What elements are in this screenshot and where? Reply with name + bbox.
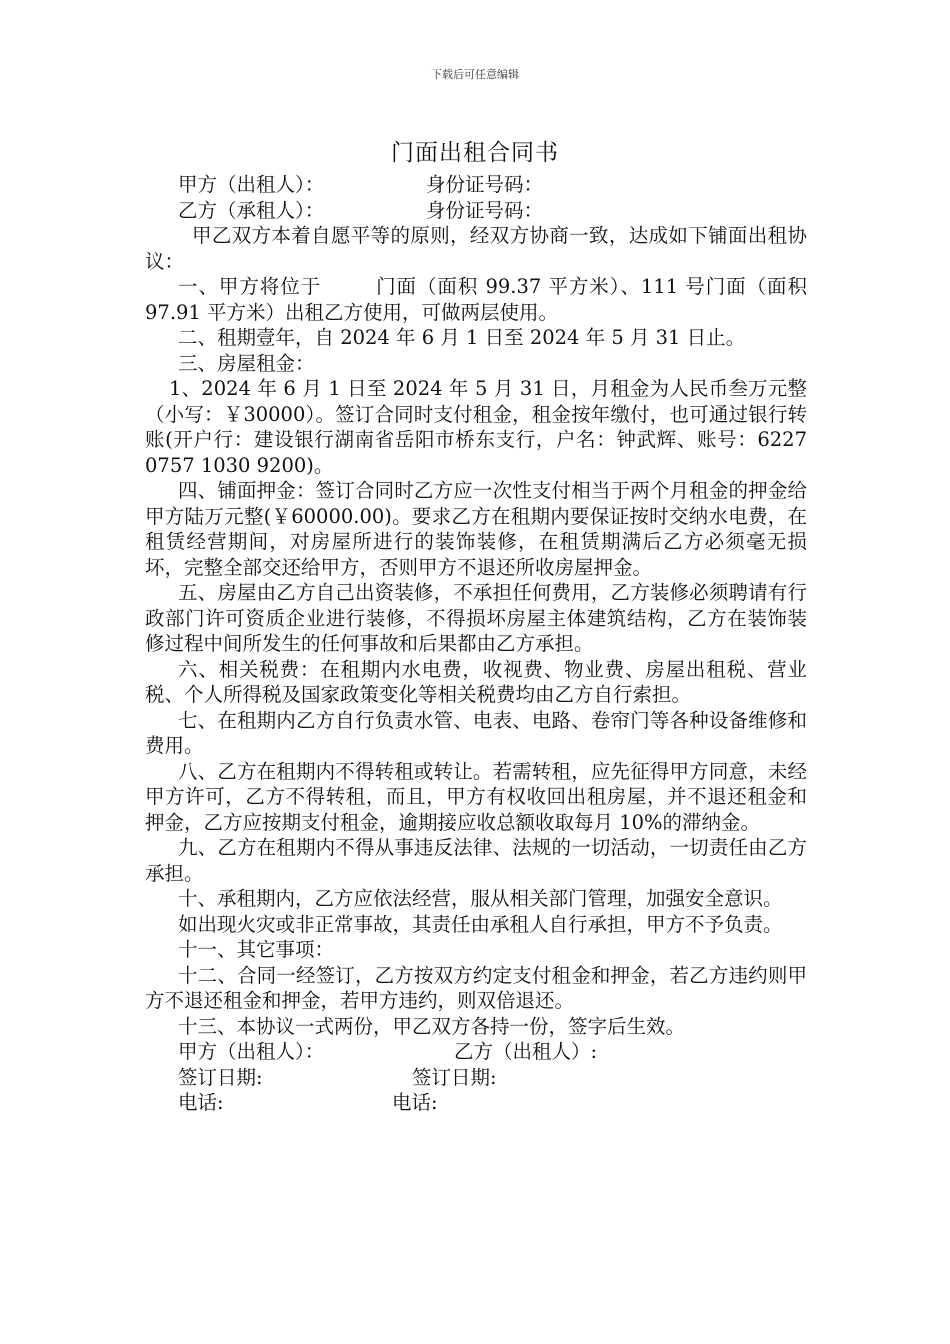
party-a-row — [145, 172, 807, 198]
header-note: 下载后可任意编辑 — [431, 68, 519, 81]
phone-b: 电话: — [392, 1091, 438, 1114]
clause-12: 十二、合同一经签订，乙方按双方约定支付租金和押金，若乙方违约则甲方不退还租金和押金，若甲方违约，则双倍退还。 — [145, 963, 807, 1012]
party-b-row — [145, 198, 807, 224]
sign-party-b: 乙方（出租人）: — [454, 1040, 598, 1063]
document-title: 门面出租合同书 — [391, 140, 559, 166]
contract-body — [145, 172, 807, 1116]
clause-8: 八、乙方在租期内不得转租或转让。若需转租，应先征得甲方同意，未经甲方许可，乙方不得转租，而且，甲方有权收回出租房屋，并不退还租金和押金，乙方应按期支付租金，逾期接应收总额收取每月 10%的滞纳金。 — [145, 759, 807, 834]
party-a-id-label: 身份证号码： — [426, 173, 544, 196]
clause-10-note: 如出现火灾或非正常事故，其责任由承租人自行承担，甲方不予负责。 — [178, 912, 783, 936]
clause-10: 十、承租期内，乙方应依法经营，服从相关部门管理，加强安全意识。 — [178, 887, 783, 910]
sign-date-a: 签订日期: — [178, 1065, 263, 1089]
clause-1-part2: 门面（面积 99.37 平方米）、111 号门面（面积 97.91 平方米）出租乙方使用，可做两层使用。 — [145, 275, 807, 324]
clause-9: 九、乙方在租期内不得从事违反法律、法规的一切活动，一切责任由乙方承担。 — [145, 836, 807, 885]
clause-1-part1: 一、甲方将位于 — [178, 275, 322, 298]
sign-date-b: 签订日期: — [412, 1065, 497, 1089]
clause-5: 五、房屋由乙方自己出资装修，不承担任何费用，乙方装修必须聘请有行政部门许可资质企业进行装修，不得损坏房屋主体建筑结构，乙方在装饰装修过程中间所发生的任何事故和后果都由乙方承担。 — [145, 581, 807, 655]
date-row — [145, 1065, 807, 1091]
clause-6: 六、相关税费：在租期内水电费，收视费、物业费、房屋出租税、营业税、个人所得税及国家政策变化等相关税费均由乙方自行索担。 — [145, 657, 807, 706]
party-a-label: 甲方（出租人）： — [178, 173, 325, 196]
phone-a: 电话: — [178, 1091, 224, 1114]
clause-2: 二、租期壹年，自 2024 年 6 月 1 日至 2024 年 5 月 31 日止。 — [178, 326, 746, 349]
clause-7: 七、在租期内乙方自行负责水管、电表、电路、卷帘门等各种设备维修和费用。 — [145, 708, 807, 757]
clause-11: 十一、其它事项： — [178, 938, 335, 961]
clause-4: 四、铺面押金：签订合同时乙方应一次性支付相当于两个月租金的押金给甲方陆万元整(￥60000.00)。要求乙方在租期内要保证按时交纳水电费，在租赁经营期间，对房屋所进行的装饰装修，在租赁期满后乙方必须毫无损坏，完整全部交还给甲方，否则甲方不退还所收房屋押金。 — [145, 479, 807, 579]
sign-party-a: 甲方（出租人）： — [178, 1040, 325, 1063]
clause-3-1: 1、2024 年 6 月 1 日至 2024 年 5 月 31 日，月租金为人民币叁万元整（小写：￥30000）。签订合同时支付租金，租金按年缴付，也可通过银行转账(开户行：建设银行湖南省岳阳市桥东支行，户名：钟武辉、账号：6227 0757 1030 9200)。 — [145, 377, 807, 477]
clause-13: 十三、本协议一式两份，甲乙双方各持一份，签字后生效。 — [178, 1014, 686, 1038]
phone-row — [145, 1090, 807, 1116]
clause-3: 三、房屋租金： — [178, 351, 315, 375]
signature-row — [145, 1039, 807, 1065]
intro-paragraph: 甲乙双方本着自愿平等的原则，经双方协商一致，达成如下铺面出租协议： — [145, 224, 807, 273]
party-b-label: 乙方（承租人）： — [178, 198, 325, 222]
party-b-id-label: 身份证号码： — [426, 198, 544, 222]
clause-1 — [145, 274, 807, 325]
